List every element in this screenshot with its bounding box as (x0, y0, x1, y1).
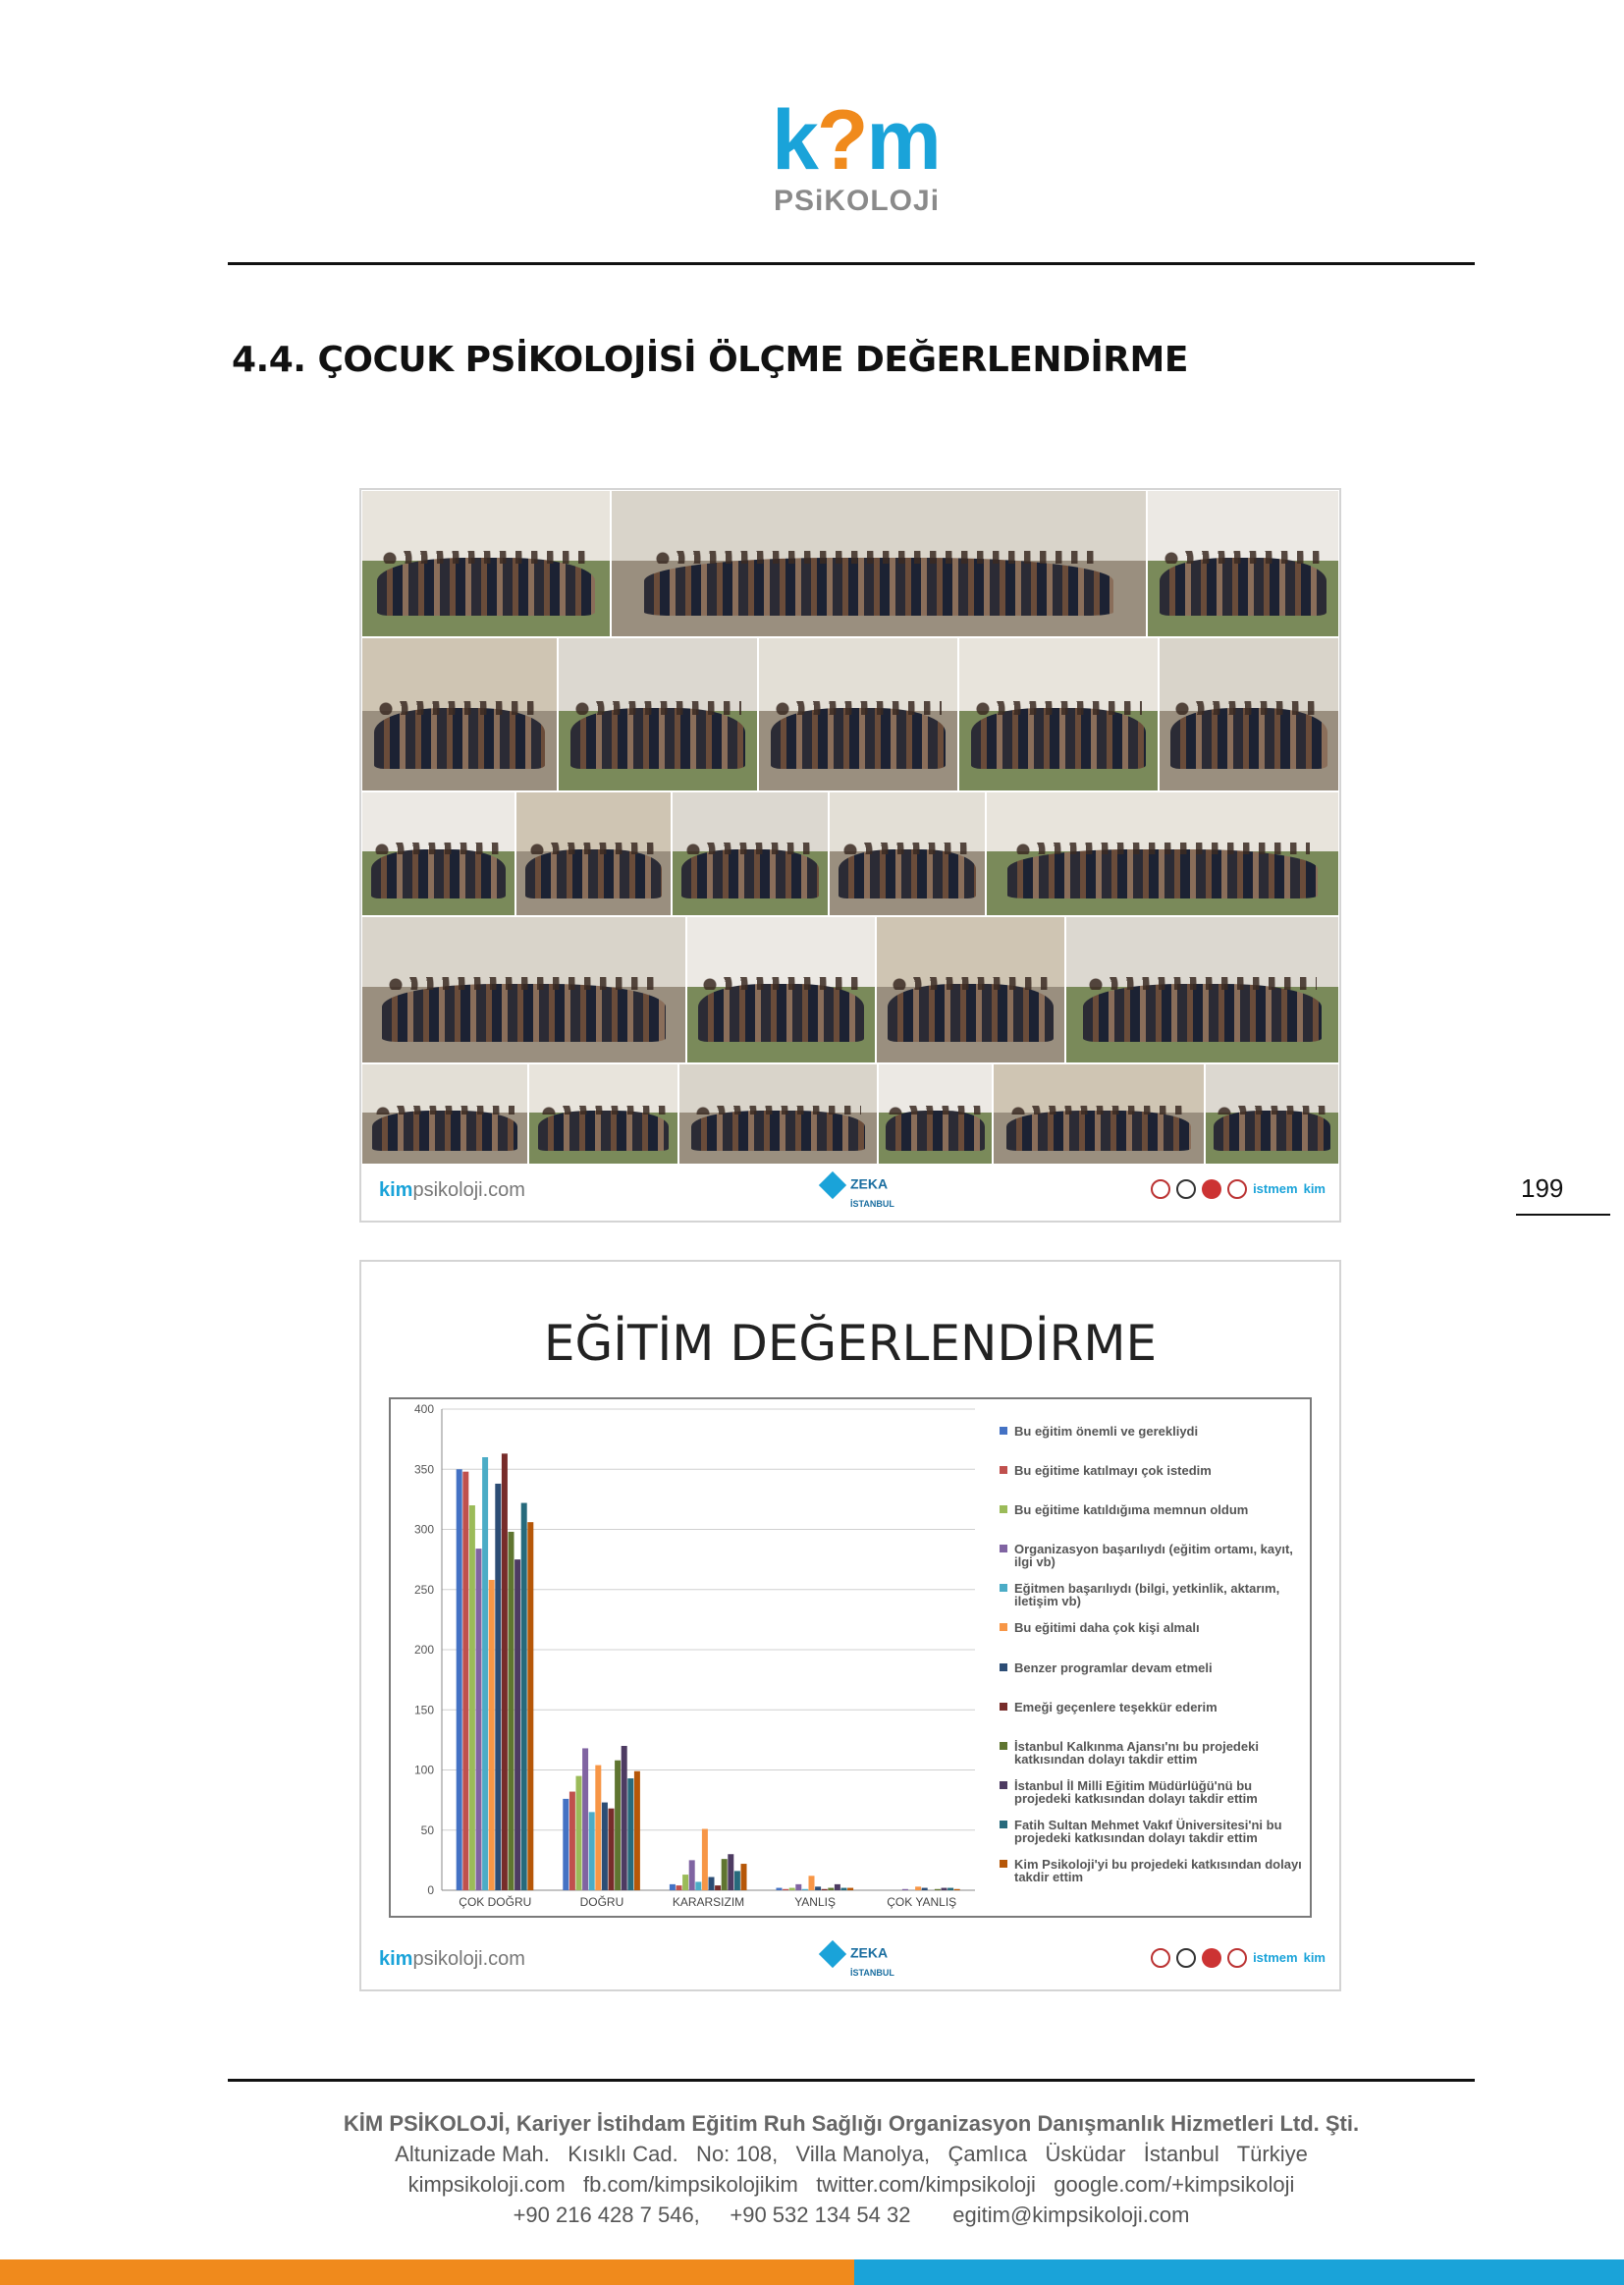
bar (495, 1484, 501, 1890)
chart-footer-strip (361, 1932, 1339, 1989)
footer-company: KİM PSİKOLOJİ, Kariyer İstihdam Eğitim Ruh Sağlığı Organizasyon Danışmanlık Hizmetleri Ltd. Şti. (343, 2111, 1360, 2136)
bar (822, 1889, 828, 1890)
kim-small-logo: kim (1303, 1950, 1326, 1965)
bar (815, 1886, 821, 1890)
legend-swatch (1000, 1821, 1007, 1828)
collage-photo (876, 916, 1065, 1063)
bar (915, 1886, 921, 1890)
partner-badge-icon (1176, 1948, 1196, 1968)
y-tick-label: 350 (413, 1462, 434, 1477)
chart-frame (389, 1397, 1312, 1918)
bar (615, 1761, 621, 1890)
collage-photo (672, 791, 829, 916)
training-photo-collage (359, 488, 1341, 1223)
partner-badge-icon (1176, 1179, 1196, 1199)
legend-item (1000, 1464, 1304, 1477)
bar (902, 1889, 908, 1890)
bar (695, 1881, 701, 1890)
legend-label: Eğitmen başarılıydı (bilgi, yetkinlik, aktarım, iletişim vb) (1014, 1581, 1280, 1608)
x-tick-label: YANLIŞ (794, 1895, 836, 1909)
bar (589, 1812, 595, 1890)
y-tick-label: 400 (413, 1402, 434, 1416)
bar (576, 1776, 582, 1890)
legend-item (1000, 1425, 1304, 1438)
bar (582, 1748, 588, 1890)
chart-title: EĞİTİM DEĞERLENDİRME (543, 1315, 1158, 1372)
collage-photo (1147, 490, 1339, 637)
kim-small-logo: kim (1303, 1181, 1326, 1196)
collage-photo (678, 1063, 878, 1166)
bar (795, 1884, 801, 1890)
bar (457, 1469, 462, 1890)
legend-item (1000, 1701, 1304, 1714)
section-title: 4.4. ÇOCUK PSİKOLOJİSİ ÖLÇME DEĞERLENDİRME (232, 340, 1188, 380)
bar (734, 1871, 740, 1890)
collage-photo (361, 916, 686, 1063)
bar (847, 1888, 853, 1890)
legend-swatch (1000, 1427, 1007, 1435)
legend-swatch (1000, 1545, 1007, 1552)
partner-emblem-icon (1227, 1179, 1247, 1199)
bar (922, 1888, 928, 1890)
bar (702, 1829, 708, 1890)
bar (942, 1888, 947, 1890)
collage-photo (1159, 637, 1339, 791)
bar (476, 1549, 482, 1890)
legend-item (1000, 1661, 1304, 1674)
collage-photo (829, 791, 986, 916)
legend-label: Bu eğitimi daha çok kişi almalı (1014, 1620, 1200, 1635)
legend-item (1000, 1543, 1304, 1568)
legend-swatch (1000, 1742, 1007, 1750)
zeka-istanbul-logo: ZEKA İSTANBUL (823, 1944, 894, 1980)
kim-psikoloji-logo (756, 90, 952, 218)
zeka-icon (819, 1171, 846, 1199)
collage-photo (878, 1063, 993, 1166)
bar (777, 1888, 783, 1890)
legend-label: Benzer programlar devam etmeli (1014, 1660, 1213, 1675)
legend-label: Bu eğitime katılmayı çok istedim (1014, 1463, 1212, 1478)
y-tick-label: 50 (420, 1823, 434, 1837)
bar (514, 1559, 520, 1890)
legend-label: Emeği geçenlere teşekkür ederim (1014, 1700, 1218, 1714)
logo-subtitle: PSiKOLOJi (774, 185, 941, 217)
partner-seal-icon (1151, 1179, 1170, 1199)
footer-contact: +90 216 428 7 546, +90 532 134 54 32 egitim@kimpsikoloji.com (513, 2203, 1190, 2227)
legend-swatch (1000, 1584, 1007, 1592)
collage-photo (958, 637, 1159, 791)
legend-item (1000, 1621, 1304, 1634)
legend-swatch (1000, 1703, 1007, 1711)
bar (509, 1532, 514, 1890)
bar (741, 1864, 747, 1890)
x-tick-label: KARARSIZIM (672, 1895, 745, 1909)
legend-label: Bu eğitime katıldığıma memnun oldum (1014, 1502, 1249, 1517)
chart-site-label: kimpsikoloji.com (379, 1948, 525, 1970)
legend-label: İstanbul İl Milli Eğitim Müdürlüğü'nü bu projedeki katkısından dolayı takdir ettim (1014, 1778, 1258, 1806)
legend-item (1000, 1779, 1304, 1805)
collage-photo (361, 490, 611, 637)
collage-photo (528, 1063, 678, 1166)
bar (602, 1803, 608, 1890)
legend-label: Kim Psikoloji'yi bu projedeki katkısından dolayı takdir ettim (1014, 1857, 1302, 1884)
footer-divider (228, 2079, 1475, 2082)
collage-footer-strip (361, 1164, 1339, 1221)
collage-photo (361, 791, 515, 916)
bar (802, 1889, 808, 1890)
legend-item (1000, 1582, 1304, 1607)
legend-swatch (1000, 1781, 1007, 1789)
istmem-logo: istmem (1253, 1181, 1298, 1196)
partner-seal-icon (1151, 1948, 1170, 1968)
footer-web-links: kimpsikoloji.com fb.com/kimpsikolojikim twitter.com/kimpsikoloji google.com/+kimpsikoloji (407, 2172, 1295, 2197)
legend-swatch (1000, 1860, 1007, 1868)
bar (682, 1875, 688, 1890)
collage-photo (758, 637, 958, 791)
bar (715, 1885, 721, 1890)
bar (609, 1809, 615, 1890)
y-tick-label: 100 (413, 1763, 434, 1777)
bar (677, 1885, 682, 1890)
bar (521, 1503, 527, 1890)
bar (670, 1884, 676, 1890)
bar (462, 1472, 468, 1890)
bar (947, 1888, 953, 1890)
bar (728, 1854, 733, 1890)
footer-bar-orange (0, 2259, 854, 2285)
zeka-icon (819, 1940, 846, 1968)
partner-logos (1151, 1179, 1326, 1199)
collage-photo (515, 791, 672, 916)
collage-photo (361, 1063, 528, 1166)
bar (563, 1799, 568, 1890)
collage-photo (1065, 916, 1339, 1063)
bar (789, 1888, 795, 1890)
y-tick-label: 150 (413, 1703, 434, 1717)
y-tick-label: 0 (427, 1883, 434, 1897)
legend-swatch (1000, 1466, 1007, 1474)
legend-swatch (1000, 1663, 1007, 1671)
bar (935, 1889, 941, 1890)
logo-wordmark: k?m (772, 93, 940, 188)
bar (689, 1860, 695, 1890)
bar (783, 1889, 788, 1890)
bar (709, 1877, 715, 1890)
legend-label: Organizasyon başarılıydı (eğitim ortamı, kayıt, ilgi vb) (1014, 1542, 1293, 1569)
collage-photo (611, 490, 1147, 637)
y-tick-label: 250 (413, 1582, 434, 1597)
collage-site-label: kimpsikoloji.com (379, 1179, 525, 1201)
x-tick-label: ÇOK YANLIŞ (887, 1895, 957, 1909)
istmem-logo: istmem (1253, 1950, 1298, 1965)
footer-bar-blue (854, 2259, 1624, 2285)
collage-photo (986, 791, 1339, 916)
legend-label: Bu eğitim önemli ve gerekliydi (1014, 1424, 1199, 1439)
collage-photo (361, 637, 558, 791)
bar (828, 1888, 834, 1890)
bar (469, 1505, 475, 1890)
y-tick-label: 300 (413, 1522, 434, 1537)
bar (482, 1457, 488, 1890)
collage-photo (558, 637, 758, 791)
zeka-istanbul-logo: ZEKA İSTANBUL (823, 1175, 894, 1211)
legend-swatch (1000, 1623, 1007, 1631)
bar (595, 1766, 601, 1890)
bar (809, 1876, 815, 1890)
legend-item (1000, 1740, 1304, 1766)
legend-item (1000, 1819, 1304, 1844)
bar (622, 1746, 627, 1890)
legend-item (1000, 1503, 1304, 1516)
legend-item (1000, 1858, 1304, 1883)
bar (841, 1888, 847, 1890)
bar (502, 1453, 508, 1890)
bar (835, 1884, 840, 1890)
bar (627, 1778, 633, 1890)
footer-address: Altunizade Mah. Kısıklı Cad. No: 108, Villa Manolya, Çamlıca Üsküdar İstanbul Türkiye (395, 2142, 1308, 2166)
partner-circle-icon (1202, 1179, 1221, 1199)
collage-photo (1205, 1063, 1339, 1166)
partner-emblem-icon (1227, 1948, 1247, 1968)
partner-circle-icon (1202, 1948, 1221, 1968)
training-evaluation-card (359, 1260, 1341, 1991)
bar (527, 1522, 533, 1890)
collage-photo (686, 916, 876, 1063)
bar (634, 1771, 640, 1890)
bar (489, 1580, 495, 1890)
collage-photo (993, 1063, 1205, 1166)
bar (954, 1889, 960, 1890)
page-number-underline (1516, 1214, 1610, 1216)
x-tick-label: ÇOK DOĞRU (459, 1895, 532, 1909)
y-tick-label: 200 (413, 1643, 434, 1657)
x-tick-label: DOĞRU (579, 1895, 624, 1909)
partner-logos (1151, 1948, 1326, 1968)
legend-swatch (1000, 1505, 1007, 1513)
legend-label: Fatih Sultan Mehmet Vakıf Üniversitesi'ni bu projedeki katkısından dolayı takdir ettim (1014, 1818, 1282, 1845)
legend-label: İstanbul Kalkınma Ajansı'nı bu projedeki katkısından dolayı takdir ettim (1014, 1739, 1259, 1767)
page-number: 199 (1521, 1173, 1564, 1203)
header-divider (228, 262, 1475, 265)
bar (569, 1792, 575, 1890)
bar (722, 1859, 728, 1890)
